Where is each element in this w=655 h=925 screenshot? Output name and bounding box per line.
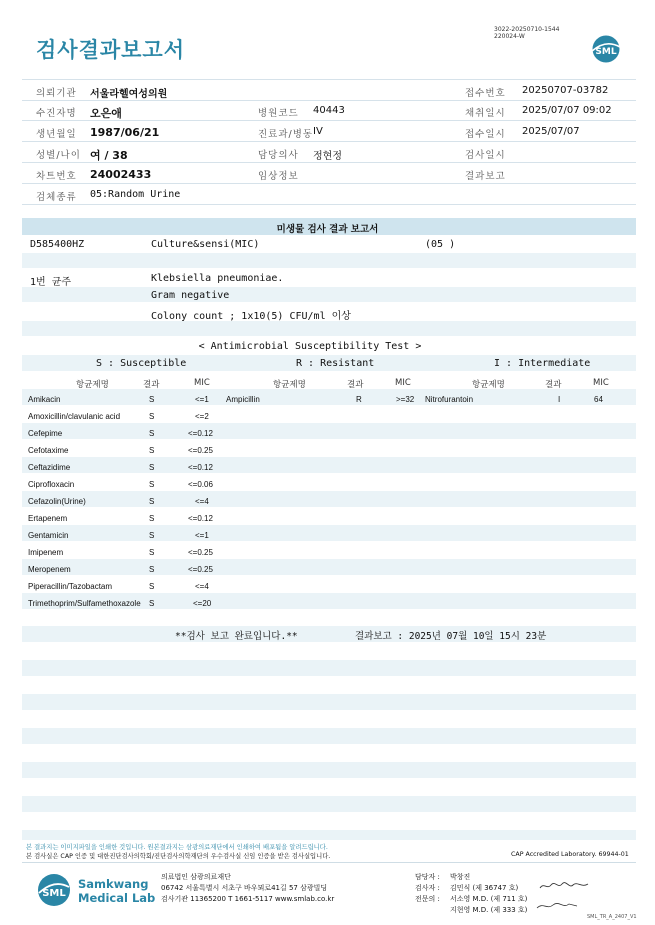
drug-name: Gentamicin — [28, 531, 69, 540]
staff-role: 담당자 : — [415, 873, 440, 881]
form-code: SML_TR_A_2407_V1 — [587, 914, 637, 920]
document-id: 3022-20250710-1544 220024-W — [494, 26, 560, 40]
colony-count: Colony count ; 1x10(5) CFU/ml 이상 — [151, 311, 351, 322]
staff-role: 전문의 : — [415, 895, 440, 903]
band — [22, 287, 636, 302]
signature-icon — [538, 880, 590, 892]
drug-mic: <=0.25 — [188, 446, 213, 455]
drug-result: S — [149, 395, 155, 404]
report-complete: **검사 보고 완료입니다.** — [175, 631, 298, 642]
drug-result: S — [149, 565, 155, 574]
ast-title: < Antimicrobial Susceptibility Test > — [198, 341, 422, 352]
drug-mic: <=4 — [195, 497, 209, 506]
info-row: 검체종류 05:Random Urine — [22, 184, 636, 205]
test-number: (05 ) — [425, 239, 456, 250]
notice-print: 본 결과지는 이미지파일을 인쇄한 것입니다. 원본결과지는 삼광의료재단에서 인쇄하여 배포됨을 알려드립니다. — [26, 844, 328, 851]
band — [22, 423, 636, 439]
test-code: D585400HZ — [30, 239, 85, 250]
org-name: 의료법인 삼광의료재단 — [161, 873, 231, 881]
gram-stain: Gram negative — [151, 290, 230, 301]
drug-result: S — [149, 446, 155, 455]
drug-name: Amoxicillin/clavulanic acid — [28, 412, 121, 421]
band — [22, 796, 636, 812]
band — [22, 321, 636, 336]
sml-logo-icon — [588, 34, 624, 64]
sml-logo-icon — [36, 872, 72, 908]
page-title: 검사결과보고서 — [36, 38, 186, 62]
drug-result: S — [149, 582, 155, 591]
section-title: 미생물 검사 결과 보고서 — [276, 224, 379, 235]
cap-accreditation: CAP Accredited Laboratory. 69944-01 — [511, 851, 629, 858]
drug-name: Meropenem — [28, 565, 71, 574]
organism-name: Klebsiella pneumoniae. — [151, 273, 284, 284]
svg-text:SML: SML — [595, 47, 617, 57]
drug-result: S — [149, 429, 155, 438]
brand-name: Samkwang — [78, 877, 149, 891]
drug-name: Ertapenem — [28, 514, 68, 523]
staff-name: 서소영 M.D. (제 711 호) — [450, 895, 528, 903]
signature-icon — [535, 898, 580, 912]
band — [22, 457, 636, 473]
drug-mic: 64 — [594, 395, 603, 404]
drug-mic: <=0.12 — [188, 514, 213, 523]
organism-label: 1번 균주 — [30, 277, 72, 288]
drug-result: S — [149, 412, 155, 421]
drug-name: Nitrofurantoin — [425, 395, 474, 404]
info-row: 수진자명 오은애 병원코드 40443 채취일시 2025/07/07 09:02 — [22, 100, 636, 121]
drug-mic: <=4 — [195, 582, 209, 591]
drug-result: S — [149, 463, 155, 472]
drug-name: Amikacin — [28, 395, 61, 404]
drug-mic: <=0.06 — [188, 480, 213, 489]
report-time: 결과보고 : 2025년 07월 10일 15시 23분 — [355, 631, 547, 642]
drug-mic: <=1 — [195, 531, 209, 540]
notice-certification: 본 검사실은 CAP 인증 및 대한진단검사의학회/진단검사의학재단의 우수검사실 신임 인증을 받은 검사실입니다. — [26, 853, 331, 860]
info-row: 생년월일 1987/06/21 진료과/병동 IV 접수일시 2025/07/07 — [22, 121, 636, 142]
legend-susceptible: S : Susceptible — [96, 358, 187, 369]
drug-name: Ceftazidime — [28, 463, 71, 472]
info-row: 의뢰기관 서울라헬여성의원 접수번호 20250707-03782 — [22, 79, 636, 101]
drug-name: Piperacillin/Tazobactam — [28, 582, 113, 591]
info-row: 성별/나이 여 / 38 담당의사 정현정 검사일시 — [22, 142, 636, 163]
band — [22, 491, 636, 507]
drug-name: Cefazolin(Urine) — [28, 497, 86, 506]
drug-result: I — [558, 395, 561, 404]
drug-name: Imipenem — [28, 548, 64, 557]
drug-name: Trimethoprim/Sulfamethoxazole — [28, 599, 141, 608]
staff-name: 박창진 — [450, 873, 471, 881]
drug-result: R — [356, 395, 362, 404]
drug-name: Cefepime — [28, 429, 63, 438]
drug-mic: >=32 — [396, 395, 415, 404]
band — [22, 660, 636, 676]
band — [22, 830, 636, 840]
drug-mic: <=0.12 — [188, 463, 213, 472]
band — [22, 389, 636, 405]
drug-name: Ampicillin — [226, 395, 260, 404]
test-name: Culture&sensi(MIC) — [151, 239, 260, 250]
drug-name: Cefotaxime — [28, 446, 69, 455]
drug-mic: <=20 — [193, 599, 212, 608]
drug-mic: <=1 — [195, 395, 209, 404]
drug-name: Ciprofloxacin — [28, 480, 75, 489]
drug-mic: <=0.25 — [188, 548, 213, 557]
drug-mic: <=2 — [195, 412, 209, 421]
legend-intermediate: I : Intermediate — [494, 358, 591, 369]
org-contact: 검사기관 11365200 T 1661-5117 www.smlab.co.kr — [161, 895, 335, 903]
legend-resistant: R : Resistant — [296, 358, 375, 369]
drug-result: S — [149, 548, 155, 557]
org-address: 06742 서울특별시 서초구 바우뫼로41길 57 삼광빌딩 — [161, 884, 328, 892]
band — [22, 253, 636, 268]
staff-name: 지현영 M.D. (제 333 호) — [450, 906, 528, 914]
drug-mic: <=0.12 — [188, 429, 213, 438]
drug-result: S — [149, 531, 155, 540]
footer-divider — [22, 862, 636, 863]
staff-name: 김민식 (제 36747 호) — [450, 884, 519, 892]
drug-result: S — [149, 497, 155, 506]
band — [22, 694, 636, 710]
staff-role: 검사자 : — [415, 884, 440, 892]
drug-result: S — [149, 480, 155, 489]
band — [22, 762, 636, 778]
info-row: 차트번호 24002433 임상정보 결과보고 — [22, 163, 636, 184]
brand-subtitle: Medical Lab — [78, 891, 156, 905]
drug-result: S — [149, 514, 155, 523]
band — [22, 559, 636, 575]
svg-text:SML: SML — [42, 888, 66, 899]
band — [22, 728, 636, 744]
band — [22, 525, 636, 541]
drug-result: S — [149, 599, 155, 608]
drug-mic: <=0.25 — [188, 565, 213, 574]
